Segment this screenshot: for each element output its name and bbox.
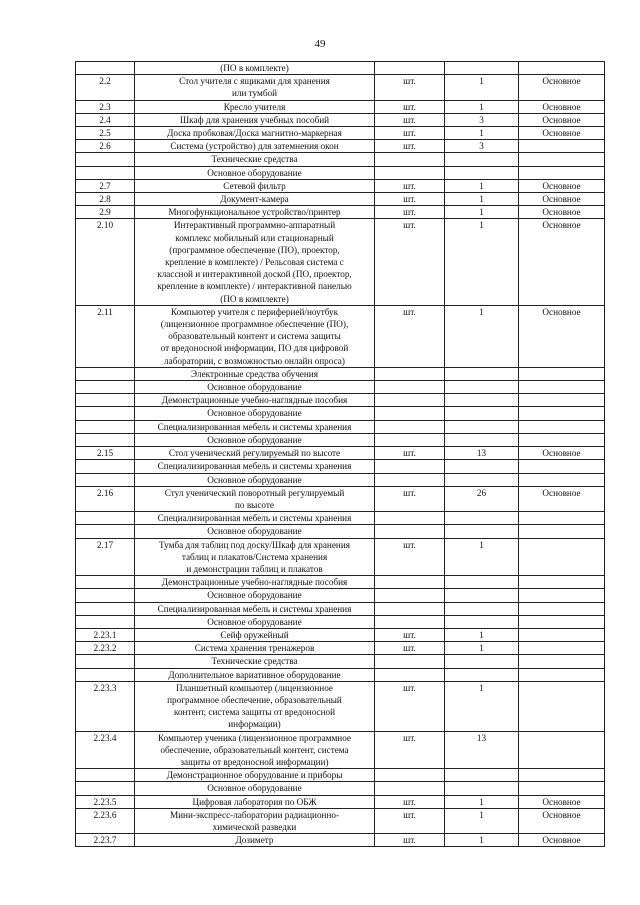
item-number-cell <box>76 655 135 668</box>
equipment-type-cell: Основное <box>519 486 605 511</box>
quantity-cell: 13 <box>445 447 519 460</box>
quantity-cell: 1 <box>445 628 519 641</box>
quantity-cell: 1 <box>445 127 519 140</box>
table-row <box>76 206 605 219</box>
unit-cell <box>375 589 445 602</box>
item-number-cell <box>76 576 135 589</box>
item-name-cell: Основное оборудование <box>135 615 375 628</box>
quantity-cell: 1 <box>445 100 519 113</box>
unit-cell: шт. <box>375 628 445 641</box>
item-number-cell <box>76 473 135 486</box>
item-number-cell <box>76 394 135 407</box>
equipment-type-cell <box>519 681 605 731</box>
item-number-cell <box>76 62 135 75</box>
table-row <box>76 62 605 75</box>
item-name-cell: Планшетный компьютер (лицензионное программное обеспечение, образовательный контент, система защиты от вредоносной информации) <box>135 681 375 731</box>
unit-cell <box>375 420 445 433</box>
page-number: 49 <box>314 38 326 50</box>
item-number-cell: 2.9 <box>76 206 135 219</box>
unit-cell: шт. <box>375 219 445 305</box>
quantity-cell <box>445 153 519 166</box>
equipment-type-cell <box>519 512 605 525</box>
quantity-cell <box>445 512 519 525</box>
item-number-cell <box>76 153 135 166</box>
table-row <box>76 305 605 367</box>
equipment-type-cell <box>519 473 605 486</box>
item-name-cell: Специализированная мебель и системы хранения <box>135 602 375 615</box>
table-row <box>76 769 605 782</box>
table-row <box>76 127 605 140</box>
quantity-cell: 26 <box>445 486 519 511</box>
quantity-cell <box>445 381 519 394</box>
unit-cell <box>375 381 445 394</box>
item-number-cell: 2.2 <box>76 75 135 100</box>
quantity-cell: 1 <box>445 305 519 367</box>
quantity-cell <box>445 769 519 782</box>
item-name-cell: Тумба для таблиц под доску/Шкаф для хранения таблиц и плакатов/Система хранения и демонстрации таблиц и плакатов <box>135 538 375 576</box>
unit-cell <box>375 433 445 446</box>
equipment-type-cell: Основное <box>519 113 605 126</box>
item-name-cell: Документ-камера <box>135 193 375 206</box>
item-number-cell: 2.15 <box>76 447 135 460</box>
quantity-cell <box>445 394 519 407</box>
table-row <box>76 655 605 668</box>
table-row <box>76 460 605 473</box>
equipment-type-cell <box>519 769 605 782</box>
quantity-cell: 1 <box>445 179 519 192</box>
unit-cell <box>375 782 445 795</box>
item-name-cell: Компьютер ученика (лицензионное программное обеспечение, образовательный контент, система защиты от вредоносной информации) <box>135 731 375 769</box>
item-name-cell: Система (устройство) для затемнения окон <box>135 140 375 153</box>
quantity-cell <box>445 367 519 380</box>
item-name-cell: Демонстрационное оборудование и приборы <box>135 769 375 782</box>
item-number-cell <box>76 367 135 380</box>
table-row <box>76 166 605 179</box>
item-name-cell: Компьютер учителя с периферией/ноутбук (лицензионное программное обеспечение (ПО), образовательный контент и система защиты от вредоносной информации, ПО для цифровой лаборатории, с возможностью онлайн опроса) <box>135 305 375 367</box>
equipment-type-cell <box>519 433 605 446</box>
unit-cell <box>375 602 445 615</box>
item-name-cell: Цифровая лаборатория по ОБЖ <box>135 795 375 808</box>
unit-cell <box>375 460 445 473</box>
item-number-cell <box>76 460 135 473</box>
item-name-cell: Мини-экспресс-лаборатории радиационно- химической разведки <box>135 808 375 833</box>
item-name-cell: Основное оборудование <box>135 473 375 486</box>
table-row <box>76 140 605 153</box>
item-name-cell: Основное оборудование <box>135 782 375 795</box>
equipment-type-cell <box>519 668 605 681</box>
item-name-cell: Специализированная мебель и системы хранения <box>135 420 375 433</box>
unit-cell: шт. <box>375 100 445 113</box>
equipment-type-cell: Основное <box>519 808 605 833</box>
item-name-cell: Основное оборудование <box>135 525 375 538</box>
item-number-cell <box>76 668 135 681</box>
equipment-type-cell: Основное <box>519 206 605 219</box>
quantity-cell <box>445 602 519 615</box>
unit-cell: шт. <box>375 642 445 655</box>
table-row <box>76 420 605 433</box>
table-row <box>76 576 605 589</box>
item-name-cell: Дополнительное вариативное оборудование <box>135 668 375 681</box>
item-number-cell: 2.6 <box>76 140 135 153</box>
item-name-cell: Сетевой фильтр <box>135 179 375 192</box>
item-name-cell: Стул ученический поворотный регулируемый по высоте <box>135 486 375 511</box>
item-number-cell <box>76 433 135 446</box>
equipment-type-cell <box>519 367 605 380</box>
equipment-type-cell: Основное <box>519 127 605 140</box>
item-number-cell: 2.23.6 <box>76 808 135 833</box>
table-row <box>76 642 605 655</box>
table-row <box>76 407 605 420</box>
equipment-type-cell <box>519 782 605 795</box>
unit-cell: шт. <box>375 206 445 219</box>
table-row <box>76 538 605 576</box>
item-number-cell: 2.10 <box>76 219 135 305</box>
unit-cell <box>375 615 445 628</box>
quantity-cell: 1 <box>445 795 519 808</box>
item-number-cell <box>76 525 135 538</box>
table-row <box>76 193 605 206</box>
item-name-cell: Система хранения тренажеров <box>135 642 375 655</box>
unit-cell: шт. <box>375 75 445 100</box>
table-row <box>76 782 605 795</box>
item-name-cell: Стол ученический регулируемый по высоте <box>135 447 375 460</box>
equipment-type-cell: Основное <box>519 75 605 100</box>
quantity-cell: 1 <box>445 808 519 833</box>
table-row <box>76 100 605 113</box>
item-name-cell: Доска пробковая/Доска магнитно-маркерная <box>135 127 375 140</box>
item-number-cell: 2.16 <box>76 486 135 511</box>
table-row <box>76 433 605 446</box>
item-number-cell <box>76 166 135 179</box>
table-row <box>76 512 605 525</box>
unit-cell <box>375 655 445 668</box>
item-name-cell: Кресло учителя <box>135 100 375 113</box>
item-number-cell: 2.23.1 <box>76 628 135 641</box>
table-row <box>76 153 605 166</box>
item-number-cell: 2.23.2 <box>76 642 135 655</box>
equipment-type-cell: Основное <box>519 447 605 460</box>
equipment-type-cell <box>519 602 605 615</box>
equipment-type-cell: Основное <box>519 179 605 192</box>
unit-cell: шт. <box>375 140 445 153</box>
item-name-cell: Электронные средства обучения <box>135 367 375 380</box>
item-number-cell <box>76 769 135 782</box>
table-row <box>76 381 605 394</box>
quantity-cell: 1 <box>445 681 519 731</box>
item-number-cell: 2.23.4 <box>76 731 135 769</box>
item-number-cell <box>76 602 135 615</box>
equipment-type-cell <box>519 460 605 473</box>
quantity-cell: 1 <box>445 193 519 206</box>
item-number-cell <box>76 407 135 420</box>
item-number-cell: 2.8 <box>76 193 135 206</box>
unit-cell: шт. <box>375 808 445 833</box>
quantity-cell: 1 <box>445 75 519 100</box>
table-row <box>76 808 605 833</box>
table-row <box>76 473 605 486</box>
item-name-cell: Демонстрационные учебно-наглядные пособия <box>135 394 375 407</box>
item-number-cell <box>76 782 135 795</box>
equipment-type-cell: Основное <box>519 193 605 206</box>
unit-cell: шт. <box>375 113 445 126</box>
item-name-cell: Дозиметр <box>135 834 375 847</box>
item-name-cell: Основное оборудование <box>135 433 375 446</box>
item-number-cell: 2.4 <box>76 113 135 126</box>
quantity-cell <box>445 576 519 589</box>
item-name-cell: Специализированная мебель и системы хранения <box>135 512 375 525</box>
table-row <box>76 75 605 100</box>
table-row <box>76 394 605 407</box>
quantity-cell: 1 <box>445 642 519 655</box>
equipment-type-cell <box>519 731 605 769</box>
item-name-cell: Стол учителя с ящиками для хранения или тумбой <box>135 75 375 100</box>
table-row <box>76 447 605 460</box>
unit-cell <box>375 166 445 179</box>
equipment-type-cell: Основное <box>519 100 605 113</box>
item-name-cell: Технические средства <box>135 655 375 668</box>
equipment-type-cell: Основное <box>519 305 605 367</box>
unit-cell <box>375 576 445 589</box>
equipment-type-cell <box>519 628 605 641</box>
item-number-cell <box>76 615 135 628</box>
item-number-cell: 2.7 <box>76 179 135 192</box>
equipment-type-cell <box>519 655 605 668</box>
unit-cell <box>375 367 445 380</box>
quantity-cell <box>445 615 519 628</box>
quantity-cell <box>445 433 519 446</box>
table-row <box>76 589 605 602</box>
quantity-cell: 1 <box>445 538 519 576</box>
equipment-type-cell <box>519 394 605 407</box>
item-number-cell: 2.11 <box>76 305 135 367</box>
equipment-type-cell <box>519 62 605 75</box>
item-number-cell: 2.3 <box>76 100 135 113</box>
unit-cell <box>375 512 445 525</box>
unit-cell <box>375 407 445 420</box>
unit-cell: шт. <box>375 834 445 847</box>
equipment-type-cell <box>519 525 605 538</box>
item-number-cell: 2.23.5 <box>76 795 135 808</box>
quantity-cell <box>445 166 519 179</box>
equipment-type-cell <box>519 589 605 602</box>
item-name-cell: Основное оборудование <box>135 381 375 394</box>
unit-cell <box>375 525 445 538</box>
table-row <box>76 668 605 681</box>
item-name-cell: Демонстрационные учебно-наглядные пособия <box>135 576 375 589</box>
unit-cell: шт. <box>375 179 445 192</box>
equipment-type-cell <box>519 576 605 589</box>
table-row <box>76 615 605 628</box>
table-row <box>76 219 605 305</box>
table-row <box>76 486 605 511</box>
quantity-cell <box>445 407 519 420</box>
unit-cell: шт. <box>375 447 445 460</box>
unit-cell <box>375 769 445 782</box>
item-name-cell: Основное оборудование <box>135 589 375 602</box>
item-number-cell: 2.17 <box>76 538 135 576</box>
item-number-cell <box>76 420 135 433</box>
unit-cell: шт. <box>375 731 445 769</box>
unit-cell <box>375 394 445 407</box>
equipment-type-cell: Основное <box>519 795 605 808</box>
quantity-cell: 3 <box>445 113 519 126</box>
item-name-cell: Основное оборудование <box>135 407 375 420</box>
unit-cell <box>375 153 445 166</box>
quantity-cell: 1 <box>445 206 519 219</box>
quantity-cell <box>445 589 519 602</box>
quantity-cell <box>445 525 519 538</box>
quantity-cell <box>445 460 519 473</box>
equipment-type-cell <box>519 166 605 179</box>
item-number-cell <box>76 512 135 525</box>
equipment-type-cell <box>519 153 605 166</box>
unit-cell <box>375 473 445 486</box>
table-row <box>76 628 605 641</box>
unit-cell <box>375 668 445 681</box>
item-number-cell: 2.5 <box>76 127 135 140</box>
unit-cell: шт. <box>375 538 445 576</box>
item-name-cell: Специализированная мебель и системы хранения <box>135 460 375 473</box>
item-name-cell: Технические средства <box>135 153 375 166</box>
item-number-cell: 2.23.7 <box>76 834 135 847</box>
equipment-type-cell <box>519 381 605 394</box>
unit-cell <box>375 62 445 75</box>
quantity-cell: 13 <box>445 731 519 769</box>
equipment-type-cell <box>519 140 605 153</box>
equipment-table <box>75 61 605 847</box>
equipment-type-cell <box>519 615 605 628</box>
table-row <box>76 731 605 769</box>
item-name-cell: (ПО в комплекте) <box>135 62 375 75</box>
table-row <box>76 681 605 731</box>
table-row <box>76 795 605 808</box>
table-row <box>76 113 605 126</box>
quantity-cell <box>445 62 519 75</box>
table-row <box>76 367 605 380</box>
equipment-type-cell: Основное <box>519 834 605 847</box>
item-number-cell <box>76 589 135 602</box>
unit-cell: шт. <box>375 305 445 367</box>
table-row <box>76 834 605 847</box>
quantity-cell: 3 <box>445 140 519 153</box>
equipment-type-cell <box>519 407 605 420</box>
equipment-type-cell <box>519 538 605 576</box>
equipment-table-body <box>76 62 605 847</box>
item-number-cell <box>76 381 135 394</box>
equipment-type-cell <box>519 642 605 655</box>
unit-cell: шт. <box>375 127 445 140</box>
quantity-cell <box>445 420 519 433</box>
quantity-cell: 1 <box>445 834 519 847</box>
item-number-cell: 2.23.3 <box>76 681 135 731</box>
table-row <box>76 525 605 538</box>
unit-cell: шт. <box>375 193 445 206</box>
table-row <box>76 602 605 615</box>
unit-cell: шт. <box>375 795 445 808</box>
quantity-cell <box>445 668 519 681</box>
item-name-cell: Шкаф для хранения учебных пособий <box>135 113 375 126</box>
item-name-cell: Сейф оружейный <box>135 628 375 641</box>
unit-cell: шт. <box>375 681 445 731</box>
equipment-type-cell <box>519 420 605 433</box>
quantity-cell <box>445 473 519 486</box>
unit-cell: шт. <box>375 486 445 511</box>
quantity-cell <box>445 782 519 795</box>
quantity-cell <box>445 655 519 668</box>
equipment-type-cell: Основное <box>519 219 605 305</box>
item-name-cell: Многофункциональное устройство/принтер <box>135 206 375 219</box>
table-row <box>76 179 605 192</box>
item-name-cell: Интерактивный программно-аппаратный комплекс мобильный или стационарный (программное обеспечение (ПО), проектор, крепление в комплекте) / Рельсовая система с классной и интерактивной доской (ПО, проектор, крепление в комплекте) / интерактивной панелью (ПО в комплекте) <box>135 219 375 305</box>
quantity-cell: 1 <box>445 219 519 305</box>
item-name-cell: Основное оборудование <box>135 166 375 179</box>
